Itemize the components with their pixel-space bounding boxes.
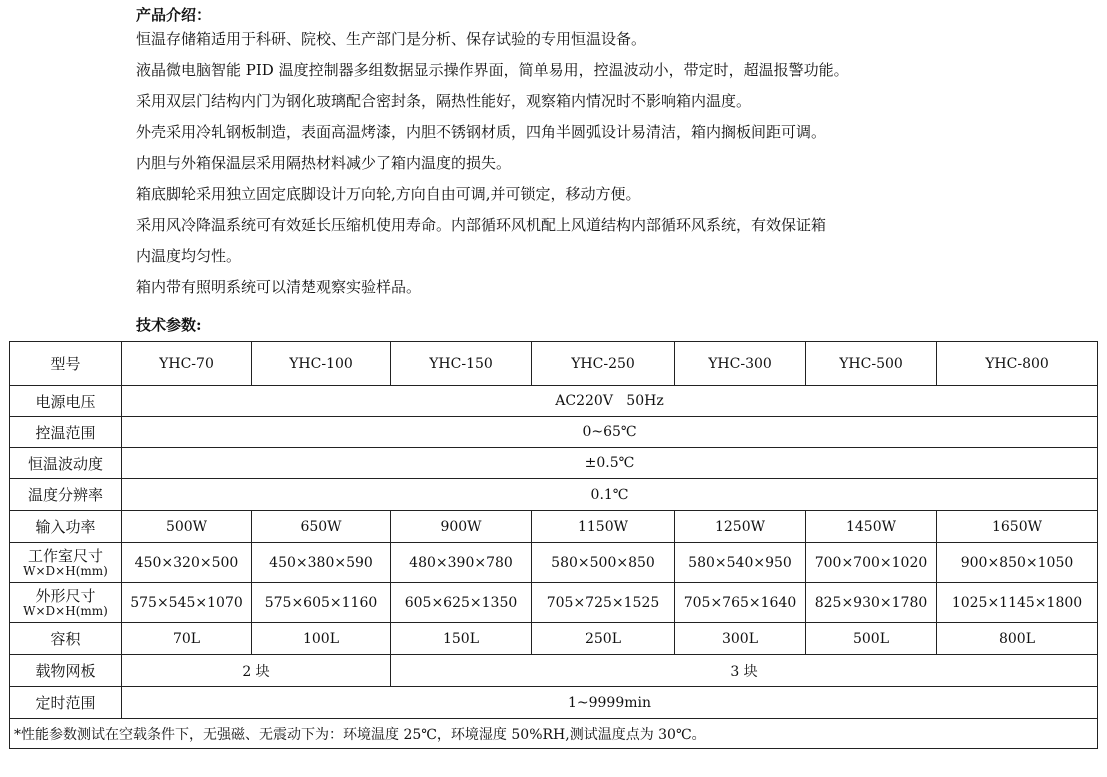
resolution-value: 0.1℃ (122, 479, 1098, 511)
model-cell: YHC-150 (391, 342, 532, 386)
power-cell: 1150W (532, 511, 675, 543)
test-conditions-note: *性能参数测试在空载条件下，无强磁、无震动下为：环境温度 25℃，环境湿度 50%RH,测试温度点为 30℃。 (10, 719, 1098, 749)
model-cell: YHC-100 (252, 342, 391, 386)
volume-cell: 300L (675, 623, 806, 655)
chamber-sublabel: W×D×H(mm) (23, 563, 108, 578)
power-cell: 900W (391, 511, 532, 543)
volume-label: 容积 (10, 623, 122, 655)
spec-table (9, 341, 1098, 749)
chamber-cell: 450×380×590 (252, 543, 391, 583)
table-row-volume (10, 623, 1098, 655)
chamber-cell: 580×500×850 (532, 543, 675, 583)
outer-label-text: 外形尺寸 (35, 586, 96, 605)
outer-cell: 825×930×1780 (806, 583, 937, 623)
chamber-cell: 900×850×1050 (937, 543, 1098, 583)
intro-line: 采用双层门结构内门为钢化玻璃配合密封条，隔热性能好，观察箱内情况时不影响箱内温度。 (136, 92, 752, 110)
fluctuation-value: ±0.5℃ (122, 448, 1098, 479)
outer-cell: 575×605×1160 (252, 583, 391, 623)
chamber-cell: 480×390×780 (391, 543, 532, 583)
fluctuation-label: 恒温波动度 (10, 448, 122, 479)
table-row-chamber (10, 543, 1098, 583)
resolution-label: 温度分辨率 (10, 479, 122, 511)
intro-line: 箱底脚轮采用独立固定底脚设计万向轮,方向自由可调,并可锁定，移动方便。 (136, 185, 641, 203)
table-row-shelves (10, 655, 1098, 687)
voltage-label: 电源电压 (10, 386, 122, 417)
shelves-small: 2 块 (122, 655, 391, 687)
intro-line: 采用风冷降温系统可有效延长压缩机使用寿命。内部循环风机配上风道结构内部循环风系统，有效保证箱 (136, 216, 827, 234)
table-row-model (10, 342, 1098, 386)
product-intro (136, 0, 1096, 303)
specs-heading: 技术参数: (136, 316, 202, 334)
intro-line: 箱内带有照明系统可以清楚观察实验样品。 (136, 278, 422, 296)
shelves-large: 3 块 (391, 655, 1098, 687)
model-label: 型号 (10, 342, 122, 386)
chamber-cell: 450×320×500 (122, 543, 252, 583)
outer-sublabel: W×D×H(mm) (23, 603, 108, 618)
volume-cell: 100L (252, 623, 391, 655)
table-row-outer (10, 583, 1098, 623)
chamber-label-text: 工作室尺寸 (27, 546, 103, 565)
model-cell: YHC-70 (122, 342, 252, 386)
table-row-range (10, 417, 1098, 448)
model-cell: YHC-300 (675, 342, 806, 386)
shelves-label: 载物网板 (10, 655, 122, 687)
power-cell: 1450W (806, 511, 937, 543)
outer-cell: 605×625×1350 (391, 583, 532, 623)
table-row-resolution (10, 479, 1098, 511)
power-cell: 1250W (675, 511, 806, 543)
intro-line: 恒温存储箱适用于科研、院校、生产部门是分析、保存试验的专用恒温设备。 (136, 30, 647, 48)
intro-line: 内温度均匀性。 (136, 247, 242, 265)
volume-cell: 500L (806, 623, 937, 655)
model-cell: YHC-500 (806, 342, 937, 386)
chamber-label (10, 543, 122, 583)
power-cell: 1650W (937, 511, 1098, 543)
outer-label (10, 583, 122, 623)
power-label: 输入功率 (10, 511, 122, 543)
range-label: 控温范围 (10, 417, 122, 448)
intro-line: 液晶微电脑智能 PID 温度控制器多组数据显示操作界面，简单易用，控温波动小，带定时，超温报警功能。 (136, 61, 849, 79)
volume-cell: 150L (391, 623, 532, 655)
chamber-cell: 580×540×950 (675, 543, 806, 583)
range-value: 0~65℃ (122, 417, 1098, 448)
table-row-power (10, 511, 1098, 543)
outer-cell: 1025×1145×1800 (937, 583, 1098, 623)
outer-cell: 705×725×1525 (532, 583, 675, 623)
timer-label: 定时范围 (10, 687, 122, 719)
volume-cell: 70L (122, 623, 252, 655)
table-row-voltage (10, 386, 1098, 417)
outer-cell: 705×765×1640 (675, 583, 806, 623)
table-row-timer (10, 687, 1098, 719)
power-cell: 500W (122, 511, 252, 543)
model-cell: YHC-250 (532, 342, 675, 386)
volume-cell: 800L (937, 623, 1098, 655)
intro-heading: 产品介绍： (136, 6, 212, 24)
voltage-value: AC220V 50Hz (122, 386, 1098, 417)
chamber-cell: 700×700×1020 (806, 543, 937, 583)
outer-cell: 575×545×1070 (122, 583, 252, 623)
power-cell: 650W (252, 511, 391, 543)
intro-line: 外壳采用冷轧钢板制造，表面高温烤漆，内胆不锈钢材质，四角半圆弧设计易清洁，箱内搁板间距可调。 (136, 123, 827, 141)
intro-line: 内胆与外箱保温层采用隔热材料减少了箱内温度的损失。 (136, 154, 512, 172)
table-row-note (10, 719, 1098, 749)
timer-value: 1~9999min (122, 687, 1098, 719)
volume-cell: 250L (532, 623, 675, 655)
table-row-fluctuation (10, 448, 1098, 479)
model-cell: YHC-800 (937, 342, 1098, 386)
